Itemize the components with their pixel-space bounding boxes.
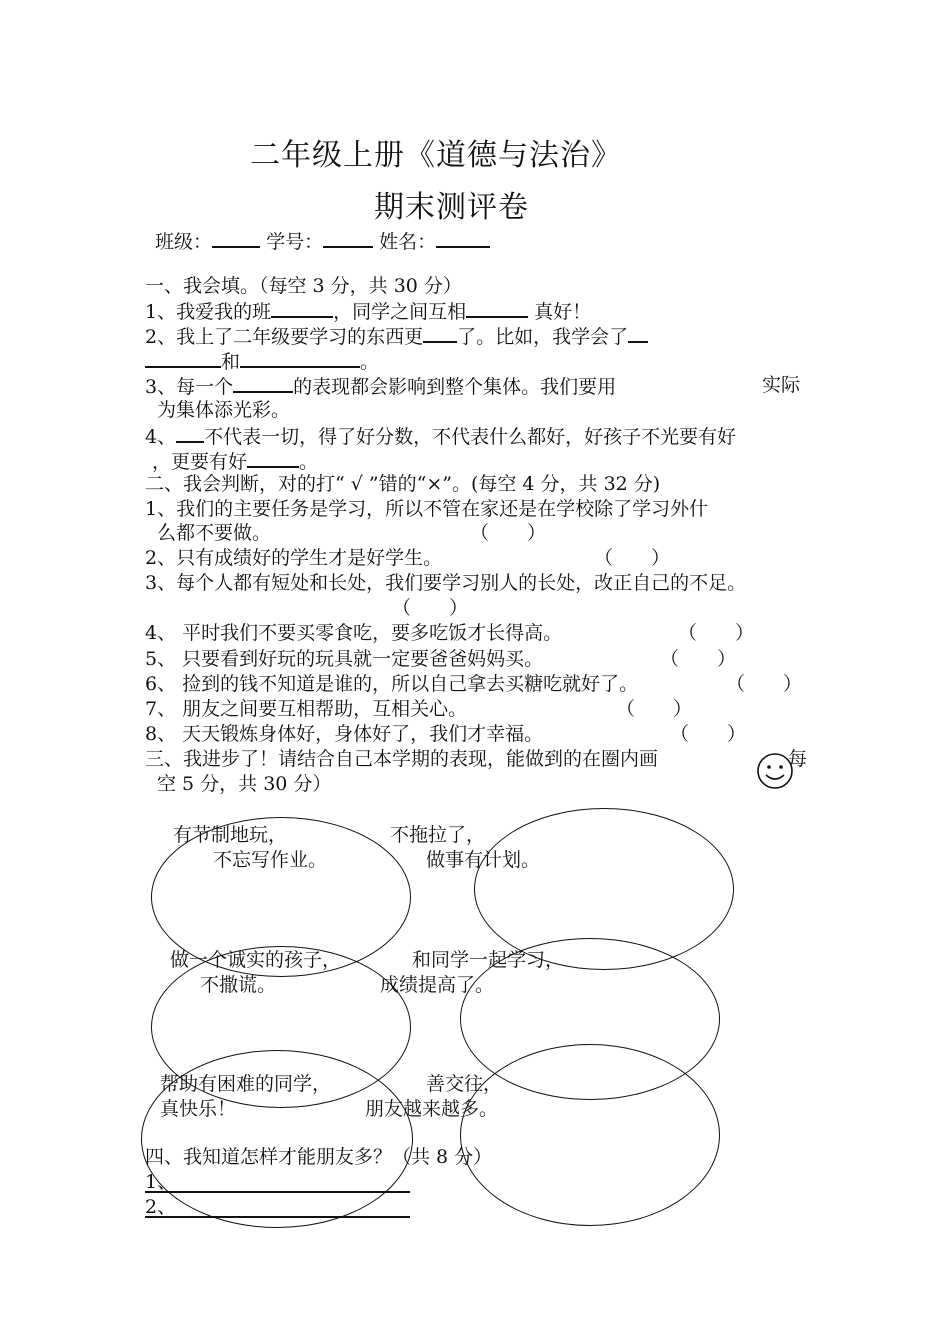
judge-q4-bracket[interactable]: （ ） — [678, 622, 755, 644]
name-blank[interactable] — [436, 228, 490, 248]
id-blank[interactable] — [323, 228, 373, 248]
judge-q5: 5、 只要看到好玩的玩具就一定要爸爸妈妈买。 — [145, 648, 544, 670]
q2-text-b: 了。比如，我学会了 — [457, 326, 629, 348]
circle2-label-1: 不拖拉了， — [390, 824, 486, 846]
class-blank[interactable] — [212, 228, 260, 248]
q4-text-b: 不代表一切，得了好分数，不代表什么都好，好孩子不光要有好 — [204, 426, 737, 448]
id-label: 学号： — [266, 231, 324, 253]
judge-q8-bracket[interactable]: （ ） — [670, 723, 747, 745]
page-title: 二年级上册《道德与法治》 — [250, 138, 622, 173]
q2-blank-1[interactable] — [423, 323, 457, 343]
circle6-label-2: 朋友越来越多。 — [365, 1098, 499, 1120]
q2-text-a: 2、我上了二年级要学习的东西更 — [145, 326, 424, 348]
answer-2-label: 2、 — [145, 1196, 177, 1218]
judge-q1-line1: 1、我们的主要任务是学习，所以不管在家还是在学校除了学习外什 — [145, 498, 709, 520]
q4-text-a: 4、 — [145, 426, 177, 448]
judge-q1-line2: 么都不要做。 — [157, 522, 272, 544]
q1-text-c: 真好！ — [528, 301, 592, 323]
circle1-label-1: 有节制地玩， — [173, 824, 288, 846]
circle3-label-1: 做一个诚实的孩子， — [170, 949, 342, 971]
answer-2-line[interactable] — [145, 1216, 410, 1218]
section3-heading-tail: 每 — [788, 748, 808, 770]
section3-heading-line2: 空 5 分，共 30 分） — [157, 773, 332, 795]
judge-q3: 3、每个人都有短处和长处，我们要学习别人的长处，改正自己的不足。 — [145, 572, 747, 594]
name-label: 姓名： — [379, 231, 437, 253]
q1-text-a: 1、我爱我的班 — [145, 301, 272, 323]
section1-q3-line1 — [145, 373, 616, 399]
q4-blank-1[interactable] — [176, 423, 204, 443]
circle5-label-2: 真快乐！ — [160, 1098, 237, 1120]
q1-blank-1[interactable] — [271, 298, 333, 318]
circle5-label-1: 帮助有困难的同学， — [160, 1073, 332, 1095]
q2-text-d: 。 — [360, 351, 380, 373]
judge-q8: 8、 天天锻炼身体好，身体好了，我们才幸福。 — [145, 723, 544, 745]
q2-blank-3[interactable] — [240, 348, 360, 368]
judge-q3-bracket[interactable]: （ ） — [392, 597, 469, 619]
section1-q3-line2: 为集体添光彩。 — [157, 399, 291, 421]
judge-q2: 2、只有成绩好的学生才是好学生。 — [145, 547, 443, 569]
judge-q1-bracket[interactable]: （ ） — [470, 522, 547, 544]
circle3-label-2: 不撒谎。 — [200, 974, 277, 996]
section1-q2-line2 — [145, 348, 379, 374]
q4-text-d: 。 — [299, 451, 319, 473]
q1-blank-2[interactable] — [466, 298, 528, 318]
circle4-label-2: 成绩提高了。 — [380, 974, 495, 996]
section1-heading: 一、我会填。（每空 3 分，共 30 分） — [145, 275, 462, 297]
answer-1-line[interactable] — [145, 1191, 410, 1193]
section2-heading: 二、我会判断，对的打“ √ ”错的“×”。(每空 4 分，共 32 分) — [145, 473, 661, 495]
judge-q7-bracket[interactable]: （ ） — [616, 698, 693, 720]
q3-text-b: 的表现都会影响到整个集体。我们要用 — [293, 376, 617, 398]
judge-q5-bracket[interactable]: （ ） — [660, 648, 737, 670]
judge-q7: 7、 朋友之间要互相帮助，互相关心。 — [145, 698, 468, 720]
q2-text-c: 和 — [221, 351, 241, 373]
judge-q4: 4、 平时我们不要买零食吃，要多吃饭才长得高。 — [145, 622, 563, 644]
q3-text-c: 实际 — [762, 374, 801, 396]
q2-blank-2b[interactable] — [145, 348, 221, 368]
circle6-label-1: 善交往， — [426, 1073, 503, 1095]
judge-q6: 6、 捡到的钱不知道是谁的，所以自己拿去买糖吃就好了。 — [145, 673, 639, 695]
circle2-label-2: 做事有计划。 — [426, 849, 541, 871]
section3-heading-line1: 三、我进步了！请结合自己本学期的表现，能做到的在圈内画 — [145, 748, 659, 770]
section1-q4-line1 — [145, 423, 736, 449]
judge-q6-bracket[interactable]: （ ） — [726, 673, 803, 695]
q4-text-c: ，更要有好 — [152, 451, 248, 473]
student-info-row — [155, 228, 490, 254]
q3-text-a: 3、每一个 — [145, 376, 234, 398]
section1-q2-line1 — [145, 323, 648, 349]
judge-q2-bracket[interactable]: （ ） — [594, 547, 671, 569]
page-subtitle: 期末测评卷 — [374, 190, 529, 225]
section4-heading: 四、我知道怎样才能朋友多？（共 8 分） — [145, 1146, 493, 1168]
circle1-label-2: 不忘写作业。 — [213, 849, 328, 871]
section1-q1 — [145, 298, 591, 324]
q1-text-b: ，同学之间互相 — [333, 301, 467, 323]
q3-blank-1[interactable] — [233, 373, 293, 393]
circle4-label-1: 和同学一起学习， — [412, 949, 565, 971]
answer-1-label: 1、 — [145, 1171, 177, 1193]
class-label: 班级： — [155, 231, 213, 253]
section1-q4-line2 — [152, 448, 318, 474]
q4-blank-2[interactable] — [247, 448, 299, 468]
q2-blank-2a[interactable] — [628, 323, 648, 343]
